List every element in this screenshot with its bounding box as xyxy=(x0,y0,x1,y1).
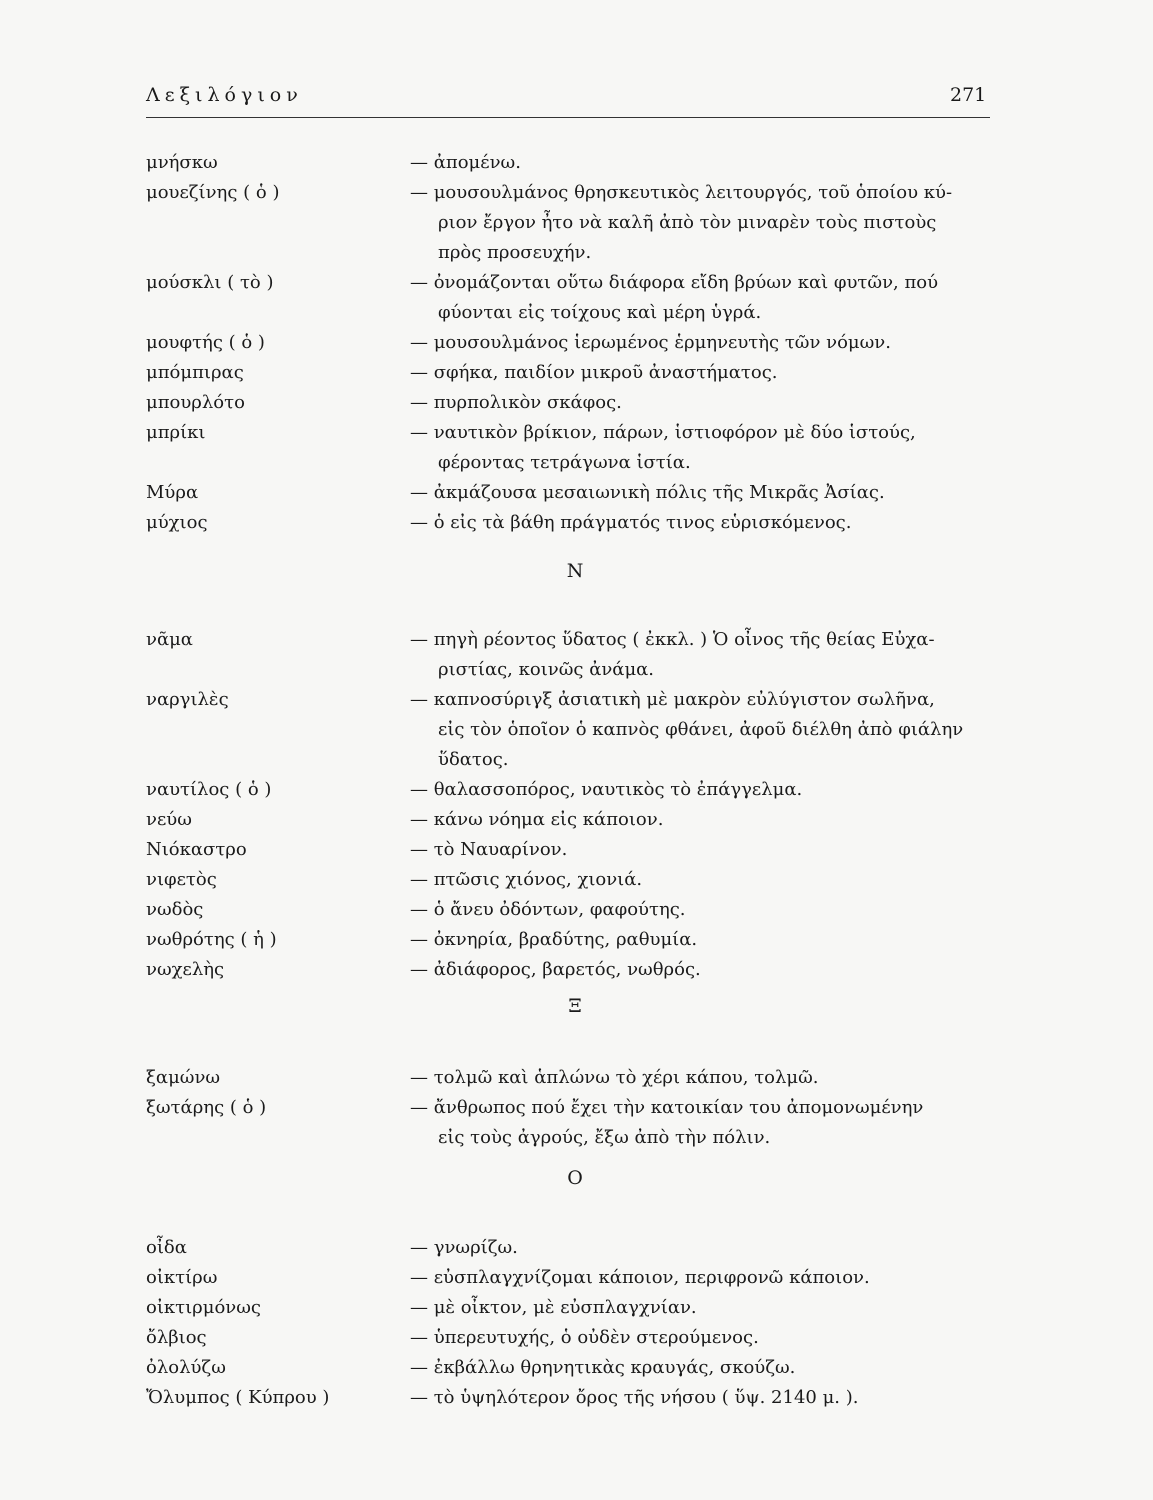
definition-line: φύονται εἰς τοίχους καὶ μέρη ὑγρά. xyxy=(438,302,762,323)
definition-line: — ἀδιάφορος, βαρετός, νωθρός. xyxy=(410,959,701,980)
entry-term: μνήσκω xyxy=(146,152,218,173)
definition-line: — μὲ οἶκτον, μὲ εὐσπλαγχνίαν. xyxy=(410,1297,697,1318)
entry-term: Νιόκαστρο xyxy=(146,839,247,860)
definition-line: ὕδατος. xyxy=(438,749,509,770)
definition-line: — τολμῶ καὶ ἁπλώνω τὸ χέρι κάπου, τολμῶ. xyxy=(410,1067,819,1088)
entry-term: νιφετὸς xyxy=(146,869,217,890)
definition-line: — σφήκα, παιδίον μικροῦ ἀναστήματος. xyxy=(410,362,778,383)
entry-definition xyxy=(410,418,1002,478)
entry-definition xyxy=(410,508,1002,538)
entry-definition xyxy=(410,1383,1002,1413)
definition-line: — εὐσπλαγχνίζομαι κάποιον, περιφρονῶ κάποιον. xyxy=(410,1267,870,1288)
entry-definition xyxy=(410,1233,1002,1263)
entry-definition xyxy=(410,805,1002,835)
definition-line: — ὁ εἰς τὰ βάθη πράγματός τινος εὑρισκόμενος. xyxy=(410,512,852,533)
definition-line: — ναυτικὸν βρίκιον, πάρων, ἱστιοφόρον μὲ δύο ἱστούς, xyxy=(410,422,916,443)
definition-line: — τὸ ὑψηλότερον ὄρος τῆς νήσου ( ὕψ. 2140 μ. ). xyxy=(410,1387,859,1408)
section-letter: Ξ xyxy=(568,995,582,1017)
definition-line: — ὁ ἄνευ ὀδόντων, φαφούτης. xyxy=(410,899,686,920)
definition-line: — ὑπερευτυχής, ὁ οὐδὲν στερούμενος. xyxy=(410,1327,759,1348)
section-letter: Ν xyxy=(566,560,584,582)
header-rule xyxy=(146,117,990,118)
entry-definition xyxy=(410,1353,1002,1383)
entry-term: οἰκτιρμόνως xyxy=(146,1297,261,1318)
entry-term: ναργιλὲς xyxy=(146,689,229,710)
entry-definition xyxy=(410,358,1002,388)
definition-line: — μουσουλμάνος θρησκευτικὸς λειτουργός, τοῦ ὁποίου κύ- xyxy=(410,182,953,203)
definition-line: ριον ἔργον ἦτο νὰ καλῆ ἀπὸ τὸν μιναρὲν τοὺς πιστοὺς xyxy=(438,212,937,233)
definition-line: — ὀκνηρία, βραδύτης, ραθυμία. xyxy=(410,929,698,950)
entry-definition xyxy=(410,1093,1002,1153)
entry-term: νᾶμα xyxy=(146,629,193,650)
entry-definition xyxy=(410,388,1002,418)
entry-definition xyxy=(410,148,1002,178)
definition-line: — κάνω νόημα εἰς κάποιον. xyxy=(410,809,664,830)
definition-line: — πηγὴ ρέοντος ὕδατος ( ἐκκλ. ) Ὁ οἶνος τῆς θείας Εὐχα- xyxy=(410,629,935,650)
entry-definition xyxy=(410,1293,1002,1323)
entry-term: οἶδα xyxy=(146,1237,187,1258)
definition-line: — ἀπομένω. xyxy=(410,152,521,173)
entry-definition xyxy=(410,625,1002,685)
definition-line: — πυρπολικὸν σκάφος. xyxy=(410,392,622,413)
section-letter: Ο xyxy=(567,1167,583,1189)
entry-term: μουεζίνης ( ὁ ) xyxy=(146,182,280,203)
entry-term: ὀλολύζω xyxy=(146,1357,226,1378)
entry-definition xyxy=(410,1263,1002,1293)
entry-definition xyxy=(410,835,1002,865)
entry-term: νωδὸς xyxy=(146,899,204,920)
definition-line: πρὸς προσευχήν. xyxy=(438,242,592,263)
definition-line: — ὀνομάζονται οὕτω διάφορα εἴδη βρύων καὶ φυτῶν, πού xyxy=(410,272,939,293)
entry-term: Ὄλυμπος ( Κύπρου ) xyxy=(146,1387,330,1408)
entry-definition xyxy=(410,865,1002,895)
entry-definition xyxy=(410,895,1002,925)
entry-term: νωχελὴς xyxy=(146,959,225,980)
entry-definition xyxy=(410,478,1002,508)
definition-line: — γνωρίζω. xyxy=(410,1237,518,1258)
running-header-title: Λεξιλόγιον xyxy=(146,84,303,106)
entry-term: μούσκλι ( τὸ ) xyxy=(146,272,274,293)
entry-term: ξαμώνω xyxy=(146,1067,221,1088)
definition-line: — θαλασσοπόρος, ναυτικὸς τὸ ἐπάγγελμα. xyxy=(410,779,803,800)
entry-term: Μύρα xyxy=(146,482,199,503)
entry-term: ναυτίλος ( ὁ ) xyxy=(146,779,272,800)
definition-line: — καπνοσύριγξ ἀσιατικὴ μὲ μακρὸν εὐλύγιστον σωλῆνα, xyxy=(410,689,935,710)
entry-definition xyxy=(410,685,1002,775)
definition-line: εἰς τοὺς ἀγρούς, ἔξω ἀπὸ τὴν πόλιν. xyxy=(438,1127,771,1148)
entry-term: οἰκτίρω xyxy=(146,1267,218,1288)
entry-definition xyxy=(410,328,1002,358)
entry-definition xyxy=(410,268,1002,328)
entry-term: ξωτάρης ( ὁ ) xyxy=(146,1097,267,1118)
entry-term: μπόμπιρας xyxy=(146,362,244,383)
definition-line: — ἐκβάλλω θρηνητικὰς κραυγάς, σκούζω. xyxy=(410,1357,796,1378)
entry-definition xyxy=(410,925,1002,955)
definition-line: φέροντας τετράγωνα ἱστία. xyxy=(438,452,691,473)
entry-term: μύχιος xyxy=(146,512,208,533)
definition-line: ριστίας, κοινῶς ἀνάμα. xyxy=(438,659,655,680)
definition-line: — τὸ Ναυαρίνον. xyxy=(410,839,568,860)
definition-line: — μουσουλμάνος ἱερωμένος ἑρμηνευτὴς τῶν νόμων. xyxy=(410,332,891,353)
entry-term: μπουρλότο xyxy=(146,392,245,413)
entry-term: νεύω xyxy=(146,809,192,830)
entry-term: μουφτής ( ὁ ) xyxy=(146,332,265,353)
entry-term: νωθρότης ( ἡ ) xyxy=(146,929,277,950)
entry-definition xyxy=(410,178,1002,268)
entry-term: μπρίκι xyxy=(146,422,206,443)
definition-line: — ἀκμάζουσα μεσαιωνικὴ πόλις τῆς Μικρᾶς Ἀσίας. xyxy=(410,482,885,503)
entry-definition xyxy=(410,1323,1002,1353)
page-number: 271 xyxy=(950,84,987,106)
entry-definition xyxy=(410,1063,1002,1093)
entry-definition xyxy=(410,955,1002,985)
definition-line: — ἄνθρωπος πού ἔχει τὴν κατοικίαν του ἀπομονωμένην xyxy=(410,1097,924,1118)
entry-definition xyxy=(410,775,1002,805)
definition-line: — πτῶσις χιόνος, χιονιά. xyxy=(410,869,643,890)
entry-term: ὄλβιος xyxy=(146,1327,207,1348)
definition-line: εἰς τὸν ὁποῖον ὁ καπνὸς φθάνει, ἀφοῦ διέλθη ἀπὸ φιάλην xyxy=(438,719,964,740)
